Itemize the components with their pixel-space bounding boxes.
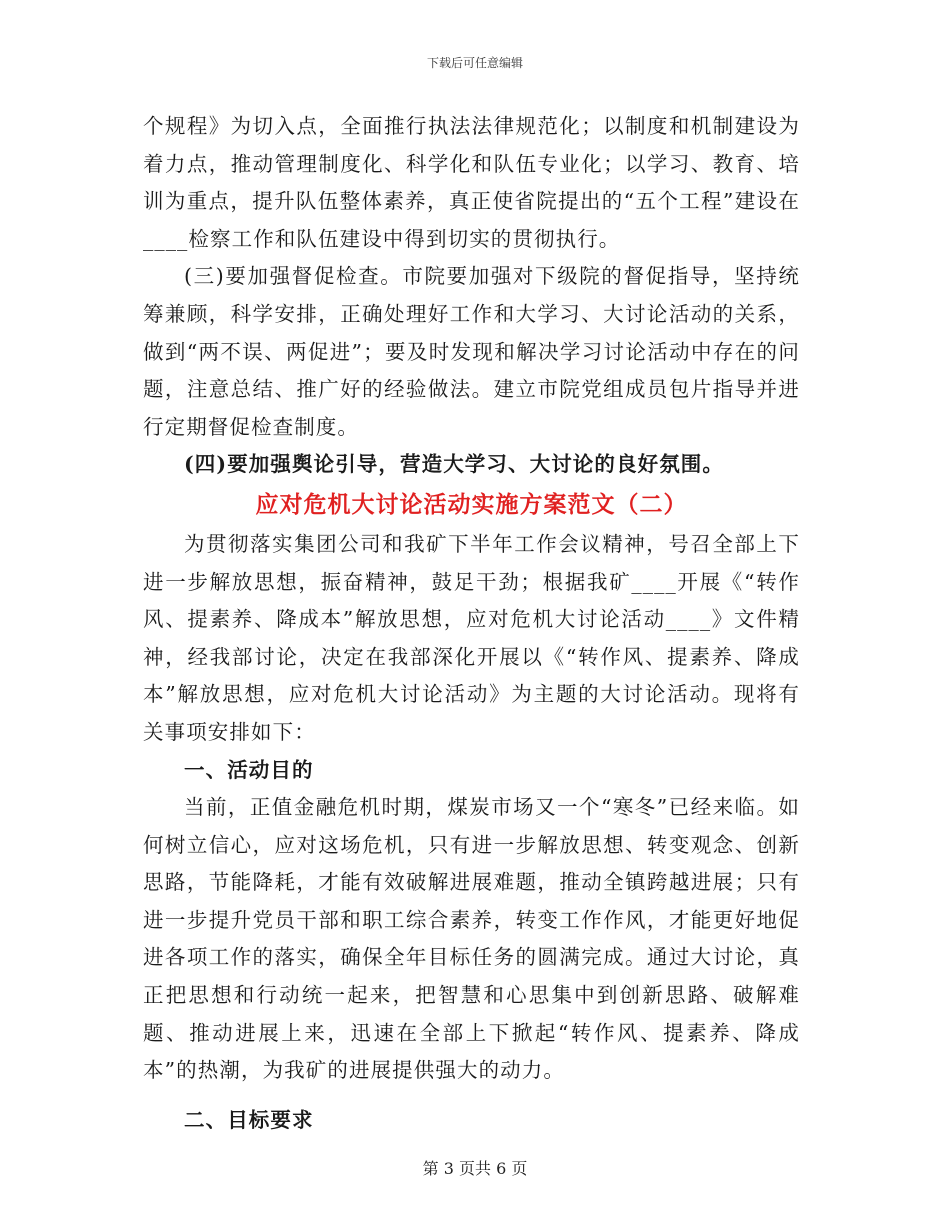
page-header-note: 下载后可任意编辑: [426, 56, 523, 70]
document-title: 应对危机大讨论活动实施方案范文（二）: [255, 490, 688, 518]
paragraph-purpose: 当前，正值金融危机时期，煤炭市场又一个“寒冬”已经来临。如何树立信心，应对这场危机，只有进一步解放思想、转变观念、创新思路，节能降耗，才能有效破解进展难题，推动全镇跨越进展；只有进一步提升党员干部和职工综合素养，转变工作作风，才能更好地促进各项工作的落实，确保全年目标任务的圆满完成。通过大讨论，真正把思想和行动统一起来，把智慧和心思集中到创新思路、破解难题、推动进展上来，迅速在全部上下掀起“转作风、提素养、降成本”的热潮，为我矿的进展提供强大的动力。: [143, 795, 800, 1083]
document-body: [143, 108, 800, 1139]
paragraph-continuation: 个规程》为切入点，全面推行执法法律规范化；以制度和机制建设为着力点，推动管理制度化、科学化和队伍专业化；以学习、教育、培训为重点，提升队伍整体素养，真正使省院提出的“五个工程”建设在____检察工作和队伍建设中得到切实的贯彻执行。: [143, 114, 800, 251]
section-heading-goals: 二、目标要求: [184, 1107, 314, 1132]
paragraph-introduction: 为贯彻落实集团公司和我矿下半年工作会议精神，号召全部上下进一步解放思想，振奋精神，鼓足干劲；根据我矿____开展《“转作风、提素养、降成本”解放思想，应对危机大讨论活动____》文件精神，经我部讨论，决定在我部深化开展以《“转作风、提素养、降成本”解放思想，应对危机大讨论活动》为主题的大讨论活动。现将有关事项安排如下：: [143, 531, 800, 744]
spacer: [143, 1090, 800, 1102]
paragraph-supervision: (三)要加强督促检查。市院要加强对下级院的督促指导，坚持统筹兼顾，科学安排，正确处理好工作和大学习、大讨论活动的关系，做到“两不误、两促进”；要及时发现和解决学习讨论活动中存在的问题，注意总结、推广好的经验做法。建立市院党组成员包片指导并进行定期督促检查制度。: [143, 264, 800, 439]
page-number: 第 3 页共 6 页: [422, 1159, 528, 1178]
paragraph-public-opinion: (四)要加强舆论引导，营造大学习、大讨论的良好氛围。: [184, 452, 724, 477]
section-heading-purpose: 一、活动目的: [184, 757, 314, 782]
